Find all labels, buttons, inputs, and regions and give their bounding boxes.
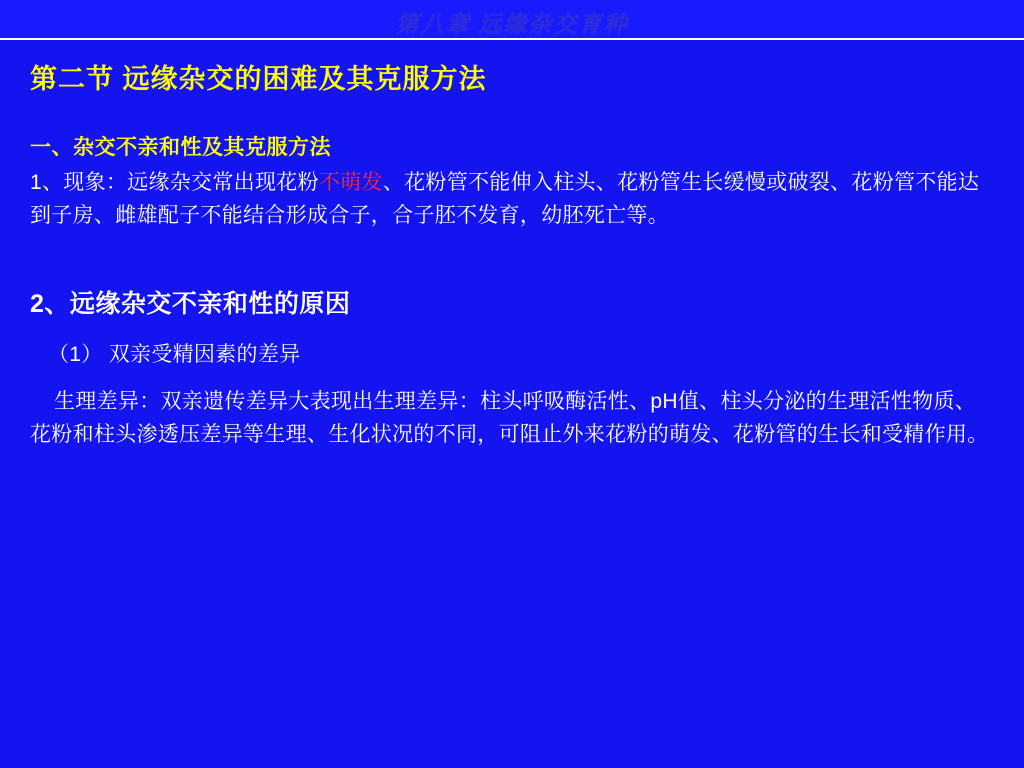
slide-body bbox=[30, 62, 994, 451]
phenomenon-suffix: 、花粉管不能伸入柱头、花粉管生长缓慢或破裂、花粉管不能达到子房、雌雄配子不能结合形成合子，合子胚不发育，幼胚死亡等。 bbox=[30, 171, 980, 227]
section-title: 第二节 远缘杂交的困难及其克服方法 bbox=[30, 64, 487, 94]
chapter-title: 第八章 远缘杂交育种 bbox=[395, 12, 629, 37]
physiological-difference-paragraph: 生理差异：双亲遗传差异大表现出生理差异：柱头呼吸酶活性、pH值、柱头分泌的生理活性物质、花粉和柱头渗透压差异等生理、生化状况的不同，可阻止外来花粉的萌发、花粉管的生长和受精作用。 bbox=[30, 390, 989, 446]
phenomenon-paragraph bbox=[30, 167, 994, 232]
cause-item-1: （1） 双亲受精因素的差异 bbox=[48, 343, 301, 367]
sub-heading: 一、杂交不亲和性及其克服方法 bbox=[30, 136, 331, 160]
phenomenon-highlight: 不萌发 bbox=[318, 171, 383, 195]
phenomenon-prefix: 1、现象：远缘杂交常出现花粉 bbox=[30, 171, 319, 195]
cause-heading: 2、远缘杂交不亲和性的原因 bbox=[30, 290, 351, 319]
